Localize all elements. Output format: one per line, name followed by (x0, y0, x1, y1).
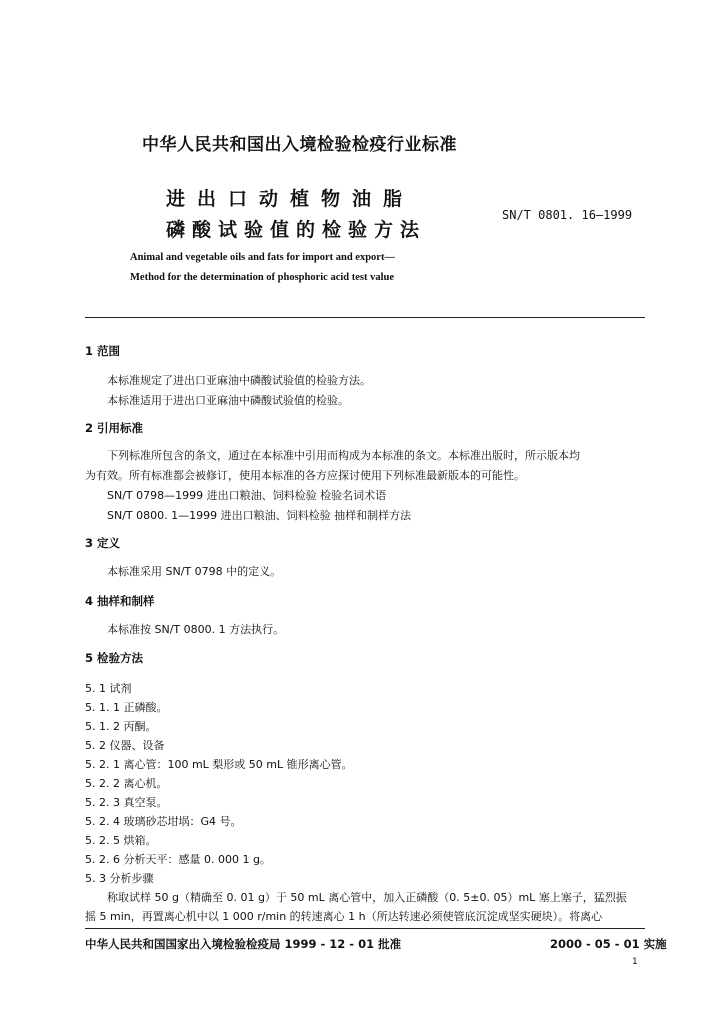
section-1-paragraph-1: 本标准规定了进出口亚麻油中磷酸试验值的检验方法。 (107, 374, 371, 387)
section-5-item: 5. 3 分析步骤 (85, 872, 154, 885)
footer-divider (85, 928, 645, 929)
section-5-item: 5. 2. 5 烘箱。 (85, 834, 157, 847)
section-2-paragraph-line1: 下列标准所包含的条文，通过在本标准中引用而构成为本标准的条文。本标准出版时，所示版本均 (107, 449, 580, 462)
section-5-heading: 5 检验方法 (85, 651, 144, 665)
page-number: 1 (632, 957, 638, 967)
standard-code: SN/T 0801. 16—1999 (502, 208, 633, 222)
header-divider (85, 317, 645, 318)
reference-standard-1: SN/T 0798—1999 进出口粮油、饲料检验 检验名词术语 (107, 489, 387, 502)
section-5-item: 5. 1. 1 正磷酸。 (85, 701, 168, 714)
section-5-item: 5. 2 仪器、设备 (85, 739, 165, 752)
procedure-line2: 摇 5 min，再置离心机中以 1 000 r/min 的转速离心 1 h（所达转速必须使管底沉淀成坚实硬块）。将离心 (85, 910, 603, 923)
issuing-organization: 中华人民共和国出入境检验检疫行业标准 (142, 135, 457, 155)
section-3-paragraph: 本标准采用 SN/T 0798 中的定义。 (107, 565, 282, 578)
implementation-date: 2000 - 05 - 01 实施 (550, 937, 667, 951)
section-5-item: 5. 2. 6 分析天平：感量 0. 000 1 g。 (85, 853, 271, 866)
document-title-line2: 磷酸试验值的检验方法 (166, 219, 427, 241)
section-5-item: 5. 2. 2 离心机。 (85, 777, 168, 790)
section-5-item: 5. 1 试剂 (85, 682, 132, 695)
section-5-item: 5. 2. 1 离心管：100 mL 梨形或 50 mL 锥形离心管。 (85, 758, 353, 771)
reference-standard-2: SN/T 0800. 1—1999 进出口粮油、饲料检验 抽样和制样方法 (107, 509, 412, 522)
section-4-paragraph: 本标准按 SN/T 0800. 1 方法执行。 (107, 623, 285, 636)
section-4-heading: 4 抽样和制样 (85, 594, 155, 608)
approval-statement: 中华人民共和国国家出入境检验检疫局 1999 - 12 - 01 批准 (85, 937, 402, 951)
section-5-item: 5. 2. 4 玻璃砂芯坩埚：G4 号。 (85, 815, 242, 828)
section-5-item: 5. 2. 3 真空泵。 (85, 796, 168, 809)
section-5-item: 5. 1. 2 丙酮。 (85, 720, 157, 733)
english-title-line1: Animal and vegetable oils and fats for import and export— (130, 252, 395, 263)
section-3-heading: 3 定义 (85, 536, 121, 550)
section-2-heading: 2 引用标准 (85, 421, 144, 435)
document-title-line1: 进出口动植物油脂 (166, 188, 415, 210)
english-title-line2: Method for the determination of phosphoric acid test value (130, 272, 395, 283)
section-1-paragraph-2: 本标准适用于进出口亚麻油中磷酸试验值的检验。 (107, 394, 349, 407)
section-2-paragraph-line2: 为有效。所有标准都会被修订，使用本标准的各方应探讨使用下列标准最新版本的可能性。 (85, 469, 525, 482)
section-1-heading: 1 范围 (85, 344, 121, 358)
procedure-line1: 称取试样 50 g（精确至 0. 01 g）于 50 mL 离心管中，加入正磷酸（0. 5±0. 05）mL 塞上塞子，猛烈振 (107, 891, 627, 904)
